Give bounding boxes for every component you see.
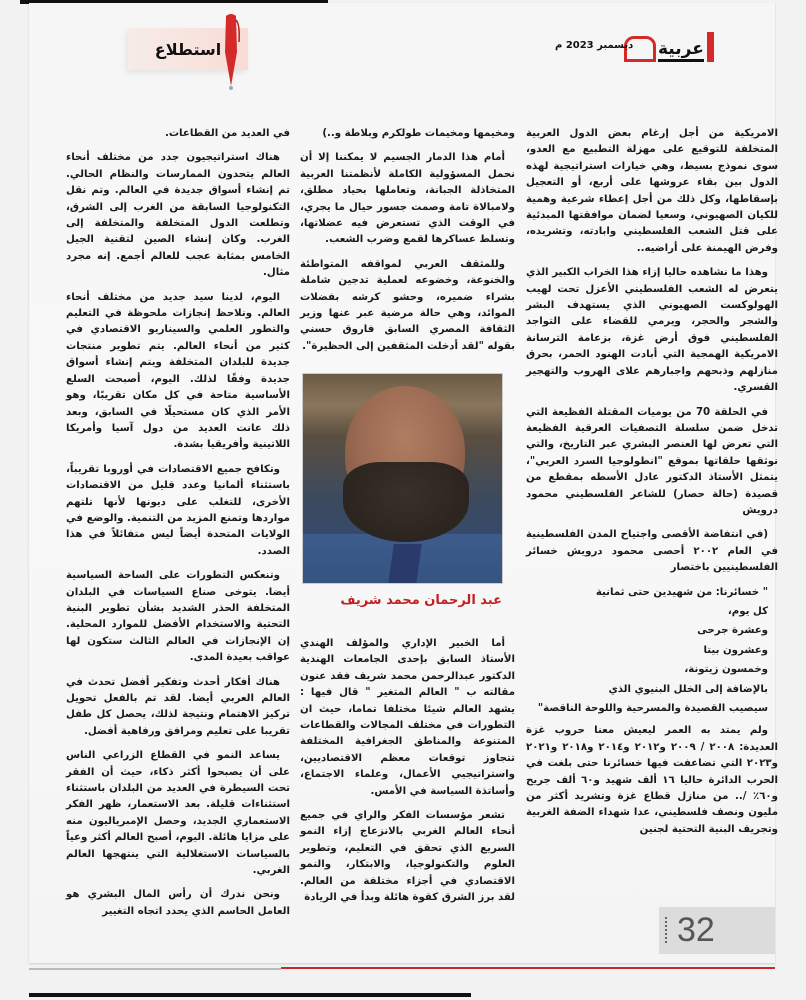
pen-icon [220, 12, 242, 92]
paragraph: الامريكية من أجل إرغام بعض الدول العربية المتخلفة للتوقيع على مهزلة التطبيع مع العدو، سوى نموذج بسيط، وهي خيارات استراتيجية لهذه الدول بين بقاء عروشها على أربع، أو التعجيل بإسقاطها، وكل ذلك من أجل إعطاء شرعية وهمية للكيان الصهيوني، وسعيا لضمان موافقتها المبدئية على قتل الشعب الفلسطيني وابادته، وتشريده، وفرض الهيمنة على أراضيه.. [526, 128, 778, 254]
paragraph: اليوم، لدينا سيد جديد من مختلف أنحاء العالم. ونلاحظ إنجازات ملحوظة في التعليم والتطور العلمي والسيناريو الاقتصادي في كثير من أنحاء العالم. يتم تطوير منتجات جديدة للبلدان المتخلفة ويتم إنشاء أسواق جديدة وفقًا لذلك. اليوم، أصبحت السلع الأساسية متاحة في كل مكان تقريبًا، وهو الأمر الذي كان مستحيلًا في السابق، وبعد ذلك عانت العديد من دول آسيا وأمريكا اللاتينية وأفريقيا بشدة. [66, 291, 290, 451]
section-label: استطلاع [154, 39, 222, 59]
photo-caption: عبد الرحمان محمد شريف [340, 593, 502, 608]
paragraph: وتنعكس التطورات على الساحة السياسية أيضا. يتوخى صناع السياسات في البلدان المتخلفة الحذر الشديد بشأن تطوير البنية التحتية والاستخدام الأفضل للموارد المحلية. إن الإنجازات في العالم الثالث ستكون لها عواقب بعيدة المدى. [66, 570, 290, 664]
photo-beard [343, 462, 469, 542]
poem-excerpt [526, 585, 778, 718]
page-number: 32 [677, 911, 715, 949]
folio-divider [665, 917, 667, 943]
poem-line: كل يوم، [727, 605, 768, 617]
footer-rule-grey [29, 968, 281, 970]
paragraph: وتكافح جميع الاقتصادات في أوروبا تقريباً، باستثناء ألمانيا وعدد قليل من الاقتصادات الأخرى، للتغلب على ديونها لأنها تلتهم مواردها وتمنع المزيد من التنمية. والوضع في الولايات المتحدة أيضاً ليس متفائلاً في هذا الصدد. [66, 463, 290, 557]
page-number-box [659, 907, 775, 954]
article-column-left [66, 126, 290, 928]
paragraph: وللمثقف العربي لمواقفه المتواطئة والخنوعة، وخضوعه لعملية تدجين شاملة بشراء ضميره، وحشو كرشه بفضلات الموائد، وهي حالة مرضية عبر عنها وزير الثقافة المصري السابق فاروق حسني بقوله "لقد أدخلت المثقفين إلى الحظيرة". [300, 258, 515, 352]
paragraph: تشعر مؤسسات الفكر والراي في جميع أنحاء العالم الغربي بالانزعاج إزاء النمو السريع الذي تحقق في التعليم، وتطوير العلوم والتكنولوجيا، والابتكار، والنمو الاقتصادي في أجزاء مختلفة من العالم. لقد برز الشرق كقوة هائلة وبدأ في الريادة [300, 810, 515, 904]
logo-bar [707, 32, 714, 62]
bottom-rule [29, 993, 471, 997]
paragraph: هناك أفكار أحدث وتفكير أفضل تحدث في العالم العربي أيضا. لقد تم بالفعل تحويل تركيز الاهتمام ونتيجة لذلك، يحصل كل طفل تقريبا على تعليم ومرافق ورفاهية أفضل. [66, 676, 290, 737]
poem-line: وعشرة جرحى [697, 625, 768, 637]
poem-line: بالإضافة إلى الخلل البنيوي الذي [608, 683, 768, 695]
logo-text: عربية [658, 39, 704, 62]
paragraph: يساعد النمو في القطاع الزراعي الناس على أن يصبحوا أكثر ذكاء، حيث أن الفقر تحت السيطرة في العديد من البلدان باستثناء استثناءات قليلة. بعد الاستعمار، ظهر الفكر الاستعماري الجديد، وحصل الإمبرياليون منه على مزايا هائلة. اليوم، أصبح العالم أكثر وعياً بالسياسات الاستغلالية التي ينتهجها العالم الغربي. [66, 750, 290, 877]
paragraph: هناك استراتيجيون جدد من مختلف أنحاء العالم يتحدون الممارسات والنظام الحالي. تم إنشاء أسواق جديدة في العالم. وتم نقل التكنولوجيا السابقة من الغرب إلى الشرق، وتطلعت الدول المتخلفة والمتخلفة إلى الغرب. وكان إنشاء الصين لتقنية الجيل الخامس بمثابة عجب للعالم أجمع. إنه مجرد مثال. [66, 152, 290, 279]
photo-tie [388, 544, 422, 584]
poem-line: وخمسون زيتونة، [684, 664, 768, 676]
paragraph: ونحن ندرك أن رأس المال البشري هو العامل الحاسم الذي يحدد اتجاه التغيير [66, 889, 290, 917]
paragraph: في الحلقة 70 من يوميات المقتلة الفظيعة التي تدخل ضمن سلسلة التصفيات العرقية الفظيعة التي تعرض لها العنصر البشري عبر التاريخ، والتي نوثقها حلقاتها بموقع "انطولوجيا السرد العربي"، يتمثل الأستاذ الدكتور عادل الأسطه بمقطع من قصيدة (حالة حصار) للشاعر الفلسطيني محمود درويش [526, 406, 778, 516]
poem-line: وعشرون بيتا [703, 644, 768, 656]
article-column-middle-lower [300, 636, 515, 915]
poem-line: سيصيب القصيدة والمسرحية واللوحة الناقصة" [537, 703, 768, 714]
author-photo [302, 373, 503, 584]
paragraph: وهذا ما نشاهده حاليا إزاء هذا الخراب الكبير الذي يتعرض له الشعب الفلسطيني الأعزل تحت لهيب الهولوكست الصهيوني الذي يستهدف البشر والشجر والحجر، ويرمي للقضاء على التواجد الفلسطيني فوق أرض غزة، بزعامة الترسانة الامريكية الهمجية التي أبادت الهنود الحمر، بحرق منازلهم وذبحهم واجبارهم علاى الهروب والتهجير القسري. [526, 267, 778, 394]
article-column-right [526, 126, 778, 846]
paragraph: أما الخبير الإداري والمؤلف الهندي الأستاذ السابق بإحدى الجامعات الهندية الدكتور عبدالرحمن محمد شريف فقد عنون مقالته ب " العالم المتغير " قال فيها : يشهد العالم شيئا مختلفا تماما، حيث ان التطورات في مختلف المجالات والقطاعات المتنوعة والمناطق الجغرافية المختلفة تتجاوز توقعات معظم الاقتصاديين، واستراتيجيي الأعمال، وعلماء الاجتماع، وأساتذة السياسة في الأمس. [300, 638, 515, 797]
paragraph: في العديد من القطاعات. [164, 128, 290, 139]
paragraph: أمام هذا الدمار الجسيم لا يمكننا إلا أن نحمل المسؤولية الكاملة لأنظمتنا العربية المتخاذلة الجبانة، وتعاملها بحياد مطلق، ولامبالاة تامة وصمت جسور حيال ما يجري، في الوقت الذي تستعرض فيه عضلاتها، وتسلط عساكرها لقمع وضرب الشعب. [300, 152, 515, 246]
poem-line: " خسائرنا: من شهيدين حتى ثمانية [595, 586, 768, 598]
article-column-middle [300, 126, 515, 363]
paragraph: ومخيمها ومخيمات طولكرم وبلاطة و..) [322, 128, 515, 139]
issue-date: ديسمبر 2023 م [555, 40, 634, 51]
footer-rule-red [281, 967, 775, 969]
paragraph: (في انتفاضة الأقصى واجتياح المدن الفلسطينية في العام ٢٠٠٢ أحصى محمود درويش خسائر الفلسطينيين باختصار [526, 529, 779, 574]
paragraph: ولم يمتد به العمر ليعيش معنا حروب غزة العديدة: ٢٠٠٨ / ٢٠٠٩ و٢٠١٢ و٢٠١٤ و٢٠١٨ و٢٠٢١ و٢٠٢٣ التي تضاعفت فيها خسائرنا حتى بلغت في الحرب الدائرة حاليا ١٦ ألف شهيد و٦٠ ألف جريح و٦٠٪ /.. من منازل قطاع غزة وتشريد أكثر من مليون ونصف فلسطيني، عدا شهداء الضفة الغربية وتجريف البنية التحتية لجنين [526, 725, 778, 835]
magazine-logo [624, 30, 714, 62]
